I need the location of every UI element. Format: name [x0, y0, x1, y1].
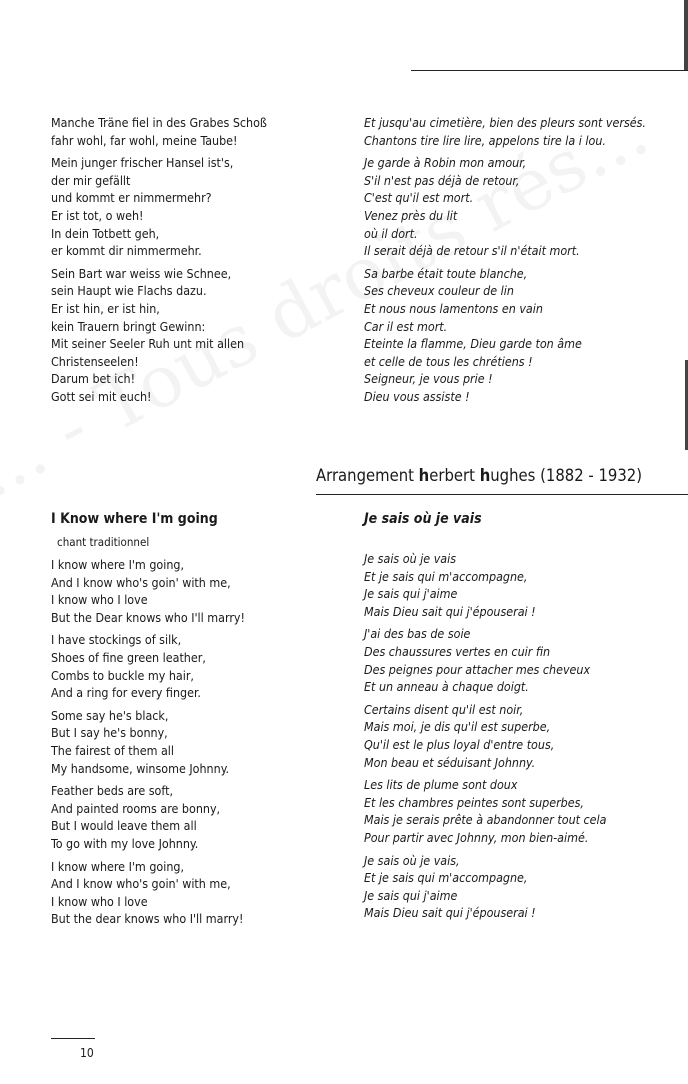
song-title-french: Je sais où je vais — [364, 511, 482, 527]
lyric-line: Mais Dieu sait qui j'épouserai ! — [364, 905, 536, 921]
lyric-line: Pour partir avec Johnny, mon bien-aimé. — [364, 829, 589, 845]
lyric-line: To go with my love Johnny. — [51, 835, 199, 851]
lyric-line: My handsome, winsome Johnny. — [51, 760, 230, 776]
lyric-line: Et je sais qui m'accompagne, — [364, 870, 528, 886]
lyric-line: Mon beau et séduisant Johnny. — [364, 754, 536, 770]
lyric-line: I have stockings of silk, — [51, 632, 182, 648]
stanza — [51, 858, 245, 928]
lyric-line: Il serait déjà de retour s'il n'était mort. — [364, 243, 580, 259]
lyric-line: und kommt er nimmermehr? — [51, 190, 212, 206]
stanza — [364, 550, 606, 620]
top-rule — [411, 70, 688, 71]
lyric-line: Mais Dieu sait qui j'épouserai ! — [364, 603, 536, 619]
lyric-line: Sein Bart war weiss wie Schnee, — [51, 265, 232, 281]
stanza — [364, 114, 646, 149]
stanza — [364, 701, 606, 771]
lyric-line: Et nous nous lamentons en vain — [364, 300, 543, 316]
lyric-line: Gott sei mit euch! — [51, 388, 152, 404]
lyric-line: Des peignes pour attacher mes cheveux — [364, 661, 591, 677]
lyric-line: I know who I love — [51, 592, 148, 608]
lyric-line: Combs to buckle my hair, — [51, 667, 194, 683]
song-subtitle: chant traditionnel — [57, 535, 150, 549]
arrangement-rule — [316, 494, 688, 495]
english-lyrics — [51, 556, 245, 928]
lyric-line: Et je sais qui m'accompagne, — [364, 568, 528, 584]
lyric-line: The fairest of them all — [51, 742, 175, 758]
lyric-line: Et un anneau à chaque doigt. — [364, 679, 529, 695]
lyric-line: Qu'il est le plus loyal d'entre tous, — [364, 736, 555, 752]
lyric-line: Je sais qui j'aime — [364, 887, 458, 903]
lyric-line: Je sais qui j'aime — [364, 586, 458, 602]
lyric-line: fahr wohl, far wohl, meine Taube! — [51, 132, 238, 148]
page-edge-mark — [684, 0, 688, 70]
lyric-line: And painted rooms are bonny, — [51, 800, 221, 816]
lyric-line: But the dear knows who I'll marry! — [51, 911, 244, 927]
lyric-line: Mein junger frischer Hansel ist's, — [51, 155, 234, 171]
lyric-line: et celle de tous les chrétiens ! — [364, 353, 533, 369]
lyric-line: Shoes of fine green leather, — [51, 649, 206, 665]
stanza — [364, 265, 646, 406]
arranger-initial-2: h — [479, 466, 491, 485]
stanza — [364, 776, 606, 846]
arranger-initial-1: h — [418, 466, 430, 485]
lyric-line: der mir gefällt — [51, 172, 131, 188]
lyric-line: sein Haupt wie Flachs dazu. — [51, 283, 207, 299]
stanza — [51, 556, 245, 626]
arrangement-credit — [316, 466, 642, 485]
lyric-line: Je sais où je vais — [364, 551, 457, 566]
lyric-line: S'il n'est pas déjà de retour, — [364, 172, 520, 188]
lyric-line: And I know who's goin' with me, — [51, 876, 231, 892]
lyric-line: Et jusqu'au cimetière, bien des pleurs sont versés. — [364, 115, 646, 130]
lyric-line: Seigneur, je vous prie ! — [364, 371, 493, 387]
lyric-line: Mais moi, je dis qu'il est superbe, — [364, 719, 551, 735]
stanza — [51, 707, 245, 777]
lyric-line: Some say he's black, — [51, 707, 169, 723]
english-song — [51, 510, 245, 933]
lyric-line: Manche Träne fiel in des Grabes Schoß — [51, 115, 267, 130]
lyric-line: er kommt dir nimmermehr. — [51, 243, 202, 259]
lyric-line: Darum bet ich! — [51, 371, 136, 387]
stanza — [51, 631, 245, 701]
lyric-line: Sa barbe était toute blanche, — [364, 265, 528, 281]
lyric-line: And I know who's goin' with me, — [51, 574, 231, 590]
stanza — [364, 625, 606, 695]
lyric-line: Mais je serais prête à abandonner tout cela — [364, 812, 607, 828]
stanza — [51, 154, 267, 260]
arranger-first-name: erbert — [429, 466, 480, 485]
lyric-line: Je sais où je vais, — [364, 852, 460, 868]
lyric-line: I know who I love — [51, 893, 148, 909]
lyric-line: Er ist tot, o weh! — [51, 207, 144, 223]
lyric-line: Eteinte la flamme, Dieu garde ton âme — [364, 336, 582, 352]
stanza — [51, 114, 267, 149]
lyric-line: Ses cheveux couleur de lin — [364, 283, 514, 299]
arrangement-prefix: Arrangement — [316, 466, 414, 485]
lyric-line: J'ai des bas de soie — [364, 626, 471, 642]
stanza — [51, 782, 245, 852]
lyric-line: I know where I'm going, — [51, 858, 184, 874]
lyric-line: Et les chambres peintes sont superbes, — [364, 794, 584, 810]
song-title-english: I Know where I'm going — [51, 511, 218, 527]
arranger-dates: (1882 - 1932) — [535, 466, 643, 485]
lyric-line: Certains disent qu'il est noir, — [364, 701, 524, 717]
lyric-line: Chantons tire lire lire, appelons tire la i lou. — [364, 132, 606, 148]
lyric-line: C'est qu'il est mort. — [364, 190, 474, 206]
page-number: 10 — [80, 1046, 94, 1060]
stanza — [364, 154, 646, 260]
lyric-line: And a ring for every finger. — [51, 685, 201, 701]
lyric-line: Mit seiner Seeler Ruh unt mit allen — [51, 336, 245, 352]
arranger-last-name: ughes — [490, 466, 536, 485]
lyric-line: But I would leave them all — [51, 818, 197, 834]
lyric-line: But I say he's bonny, — [51, 725, 168, 741]
lyric-line: Christenseelen! — [51, 353, 139, 369]
lyric-line: Er ist hin, er ist hin, — [51, 300, 160, 316]
lyric-line: I know where I'm going, — [51, 557, 184, 572]
lyric-line: Feather beds are soft, — [51, 783, 173, 799]
german-lyrics — [51, 114, 267, 411]
lyric-line: Je garde à Robin mon amour, — [364, 155, 527, 171]
lyric-line: But the Dear knows who I'll marry! — [51, 609, 245, 625]
footer-rule — [51, 1038, 95, 1039]
lyric-line: où il dort. — [364, 225, 418, 241]
french-lyrics — [364, 550, 606, 922]
lyric-line: Dieu vous assiste ! — [364, 388, 470, 404]
stanza — [364, 852, 606, 922]
lyric-line: Venez près du lit — [364, 207, 458, 223]
lyric-line: Les lits de plume sont doux — [364, 777, 518, 793]
lyric-line: Car il est mort. — [364, 318, 448, 334]
lyric-line: kein Trauern bringt Gewinn: — [51, 318, 206, 334]
french-song — [364, 510, 606, 927]
french-lyrics-top — [364, 114, 646, 411]
stanza — [51, 265, 267, 406]
lyric-line: Des chaussures vertes en cuir fin — [364, 643, 551, 659]
lyric-line: In dein Totbett geh, — [51, 225, 160, 241]
